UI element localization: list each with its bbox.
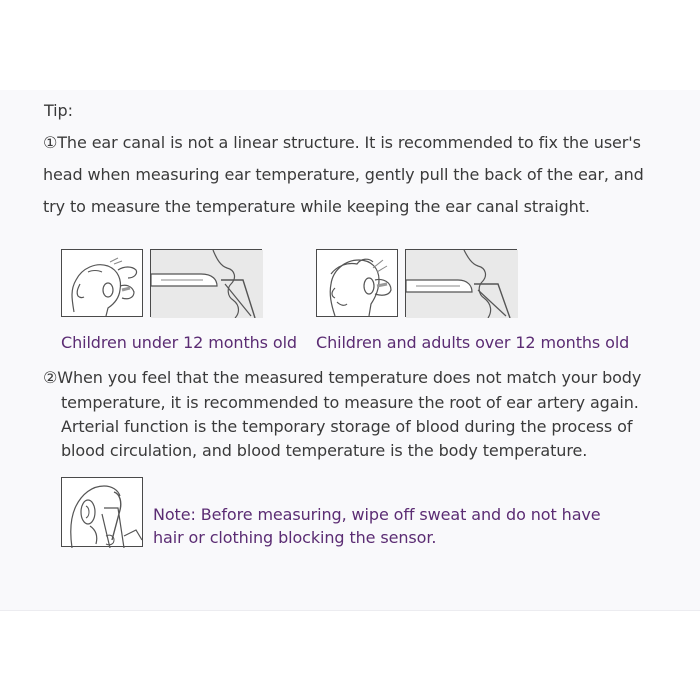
caption-children: Children under 12 months old [61,333,297,352]
tip-item2-line2: temperature, it is recommended to measure the root of ear artery again. [61,393,639,412]
tip-item1-line3: try to measure the temperature while keeping the ear canal straight. [43,197,590,216]
tip-item1-line2: head when measuring ear temperature, gently pull the back of the ear, and [43,165,644,184]
adult-head-icon [317,250,399,318]
tip-item1-line1: ①The ear canal is not a linear structure. It is recommended to fix the user's [43,133,641,152]
child-ear-canal-illustration [150,249,262,317]
ear-canal-icon [151,250,263,318]
tip-item2-line4: blood circulation, and blood temperature is the body temperature. [61,441,588,460]
child-head-icon [62,250,144,318]
tip-heading: Tip: [44,101,73,120]
adult-ear-canal-illustration [405,249,517,317]
note-line2: hair or clothing blocking the sensor. [153,528,437,547]
adult-ear-pull-illustration [316,249,398,317]
ear-artery-illustration [61,477,143,547]
child-ear-pull-illustration [61,249,143,317]
ear-artery-icon [62,478,144,548]
caption-adults: Children and adults over 12 months old [316,333,630,352]
ear-canal-icon [406,250,518,318]
tip-item2-line3: Arterial function is the temporary storage of blood during the process of [61,417,633,436]
tip-item2-line1: ②When you feel that the measured temperature does not match your body [43,368,642,387]
note-line1: Note: Before measuring, wipe off sweat and do not have [153,505,601,524]
